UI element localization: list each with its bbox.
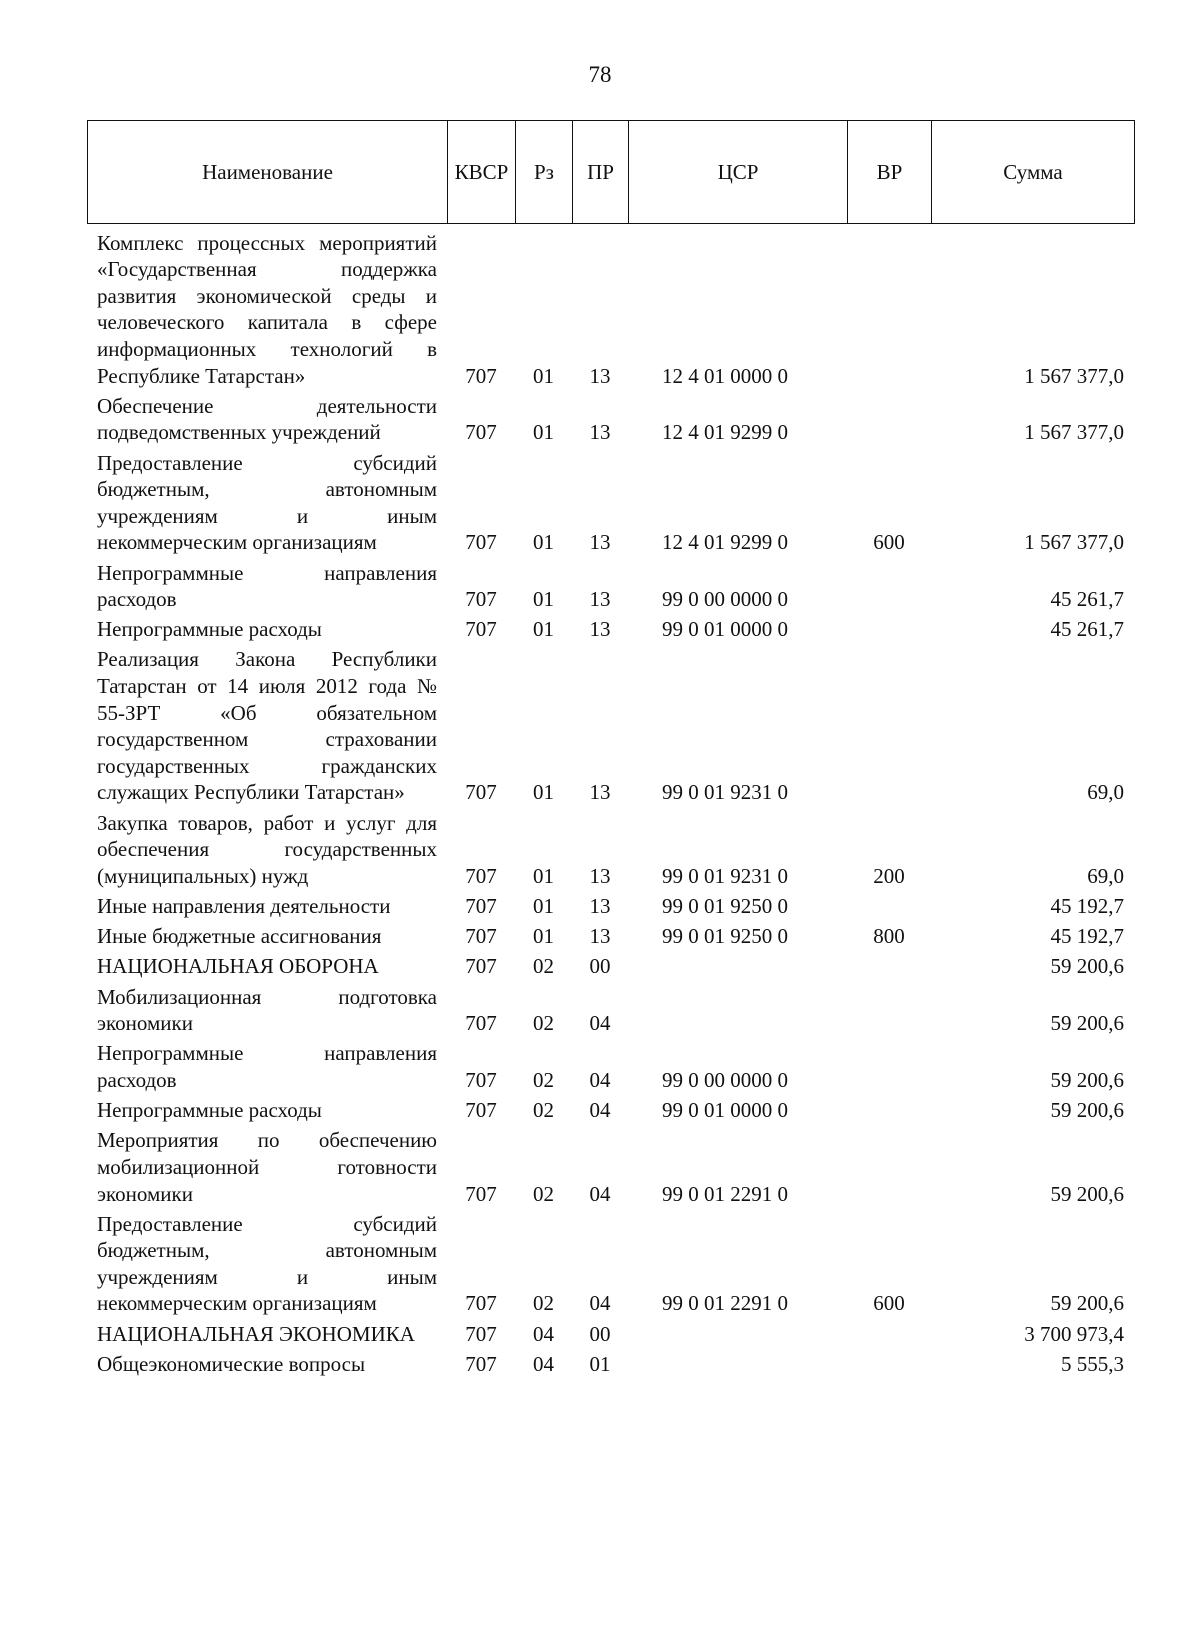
row-rz: 02 xyxy=(533,1181,554,1206)
header-vr: ВР xyxy=(848,121,932,224)
row-rz: 01 xyxy=(533,894,554,918)
table-row xyxy=(87,806,1134,889)
row-vr xyxy=(847,643,931,806)
row-csr: 12 4 01 0000 0 xyxy=(662,363,788,388)
row-sum: 45 192,7 xyxy=(1050,894,1124,918)
row-sum: 3 700 973,4 xyxy=(1024,1321,1124,1346)
header-sum: Сумма xyxy=(932,121,1135,224)
row-vr xyxy=(847,889,931,919)
table-row xyxy=(87,1037,1134,1094)
row-csr: 99 0 01 9231 0 xyxy=(662,863,788,888)
row-sum: 69,0 xyxy=(1087,780,1124,805)
row-name: Комплекс процессных мероприятий «Государственная поддержка развития экономической среды и человеческого капитала в сфере информационных технологий в Республике Татарстан» xyxy=(97,230,437,388)
row-name: Иные направления деятельности xyxy=(97,894,391,918)
row-vr: 600 xyxy=(873,1291,905,1316)
table-header xyxy=(87,120,1135,224)
row-kvsr: 707 xyxy=(465,530,497,555)
row-pr: 04 xyxy=(589,1067,611,1092)
row-kvsr: 707 xyxy=(465,894,497,918)
row-sum: 59 200,6 xyxy=(1050,1291,1124,1316)
row-vr xyxy=(847,389,931,446)
table-row xyxy=(87,643,1134,806)
row-pr: 01 xyxy=(589,1351,611,1376)
row-kvsr: 707 xyxy=(465,1067,497,1092)
row-rz: 04 xyxy=(533,1321,554,1346)
row-sum: 45 192,7 xyxy=(1050,924,1124,949)
row-rz: 01 xyxy=(533,924,554,949)
table-row xyxy=(87,556,1134,613)
row-csr: 99 0 01 2291 0 xyxy=(662,1291,788,1316)
row-rz: 02 xyxy=(533,954,554,979)
table-row xyxy=(87,1347,1134,1377)
row-rz: 02 xyxy=(533,1011,554,1036)
row-rz: 04 xyxy=(533,1351,554,1376)
row-rz: 01 xyxy=(533,530,554,555)
row-name: Непрограммные расходы xyxy=(97,617,322,642)
row-vr: 800 xyxy=(873,924,905,949)
row-sum: 1 567 377,0 xyxy=(1024,420,1124,445)
header-name: Наименование xyxy=(88,121,448,224)
budget-table xyxy=(87,226,1134,1377)
header-kvsr: КВСР xyxy=(448,121,516,224)
row-kvsr: 707 xyxy=(465,1291,497,1316)
row-rz: 01 xyxy=(533,420,554,445)
header-rz: Рз xyxy=(516,121,573,224)
row-pr: 13 xyxy=(589,530,611,555)
table-row xyxy=(87,920,1134,950)
row-pr: 13 xyxy=(589,863,611,888)
table-row xyxy=(87,389,1134,446)
row-sum: 45 261,7 xyxy=(1050,587,1124,612)
row-kvsr: 707 xyxy=(465,420,497,445)
row-pr: 13 xyxy=(589,617,611,642)
table-row xyxy=(87,1094,1134,1124)
header-pr: ПР xyxy=(573,121,629,224)
row-rz: 01 xyxy=(533,363,554,388)
row-csr: 99 0 00 0000 0 xyxy=(662,587,788,612)
table-row xyxy=(87,613,1134,643)
row-vr xyxy=(847,1124,931,1207)
row-kvsr: 707 xyxy=(465,587,497,612)
row-pr: 13 xyxy=(589,780,611,805)
row-csr xyxy=(628,1317,847,1347)
row-pr: 00 xyxy=(589,954,611,979)
row-kvsr: 707 xyxy=(465,924,497,949)
row-vr xyxy=(847,226,931,389)
row-pr: 04 xyxy=(589,1011,611,1036)
row-name: Иные бюджетные ассигнования xyxy=(97,924,382,949)
page-number: 78 xyxy=(588,62,612,87)
row-vr xyxy=(847,1094,931,1124)
row-pr: 13 xyxy=(589,363,611,388)
row-csr: 99 0 01 0000 0 xyxy=(662,617,788,642)
row-sum: 1 567 377,0 xyxy=(1024,530,1124,555)
row-rz: 01 xyxy=(533,863,554,888)
row-sum: 59 200,6 xyxy=(1050,1098,1124,1123)
row-csr xyxy=(628,950,847,980)
row-rz: 02 xyxy=(533,1098,554,1123)
row-pr: 13 xyxy=(589,894,611,918)
table-row xyxy=(87,446,1134,556)
row-pr: 13 xyxy=(589,924,611,949)
row-name: НАЦИОНАЛЬНАЯ ОБОРОНА xyxy=(97,954,379,979)
row-vr xyxy=(847,1317,931,1347)
row-csr: 99 0 00 0000 0 xyxy=(662,1067,788,1092)
table-body-wrapper xyxy=(87,226,1134,1377)
row-vr xyxy=(847,1347,931,1377)
row-name: Мобилизационная подготовка экономики xyxy=(97,984,437,1036)
row-name: Реализация Закона Республики Татарстан от 14 июля 2012 года № 55-ЗРТ «Об обязательном государственном страховании государственных гражданских служащих Республики Татарстан» xyxy=(97,647,437,805)
row-csr: 99 0 01 9250 0 xyxy=(662,924,788,949)
row-vr: 200 xyxy=(873,863,905,888)
row-name: Предоставление субсидий бюджетным, автономным учреждениям и иным некоммерческим организациям xyxy=(97,1211,437,1316)
row-pr: 04 xyxy=(589,1098,611,1123)
row-rz: 01 xyxy=(533,780,554,805)
table-row xyxy=(87,226,1134,389)
row-kvsr: 707 xyxy=(465,780,497,805)
row-vr xyxy=(847,1037,931,1094)
header-csr: ЦСР xyxy=(629,121,848,224)
row-csr xyxy=(628,980,847,1037)
row-vr: 600 xyxy=(873,530,905,555)
row-rz: 01 xyxy=(533,587,554,612)
row-name: Предоставление субсидий бюджетным, автономным учреждениям и иным некоммерческим организациям xyxy=(97,450,437,555)
row-sum: 5 555,3 xyxy=(1061,1351,1124,1376)
row-csr: 99 0 01 2291 0 xyxy=(662,1181,788,1206)
row-name: НАЦИОНАЛЬНАЯ ЭКОНОМИКА xyxy=(97,1321,415,1346)
table-row xyxy=(87,1124,1134,1207)
row-kvsr: 707 xyxy=(465,1098,497,1123)
row-vr xyxy=(847,556,931,613)
row-sum: 59 200,6 xyxy=(1050,1067,1124,1092)
row-name: Непрограммные направления расходов xyxy=(97,1041,437,1092)
row-vr xyxy=(847,980,931,1037)
row-name: Общеэкономические вопросы xyxy=(97,1351,366,1376)
row-name: Непрограммные расходы xyxy=(97,1098,322,1123)
row-name: Закупка товаров, работ и услуг для обеспечения государственных (муниципальных) нужд xyxy=(97,810,437,888)
row-name: Мероприятия по обеспечению мобилизационной готовности экономики xyxy=(97,1128,437,1206)
row-sum: 45 261,7 xyxy=(1050,617,1124,642)
row-csr: 99 0 01 0000 0 xyxy=(662,1098,788,1123)
row-sum: 59 200,6 xyxy=(1050,1011,1124,1036)
row-pr: 04 xyxy=(589,1181,611,1206)
row-csr: 99 0 01 9231 0 xyxy=(662,780,788,805)
row-vr xyxy=(847,950,931,980)
row-sum: 59 200,6 xyxy=(1050,954,1124,979)
row-name: Обеспечение деятельности подведомственных учреждений xyxy=(97,393,437,445)
table-row xyxy=(87,1317,1134,1347)
row-kvsr: 707 xyxy=(465,617,497,642)
table-row xyxy=(87,950,1134,980)
row-kvsr: 707 xyxy=(465,863,497,888)
row-pr: 00 xyxy=(589,1321,611,1346)
table-row xyxy=(87,980,1134,1037)
row-csr xyxy=(628,1347,847,1377)
row-rz: 01 xyxy=(533,617,554,642)
row-sum: 59 200,6 xyxy=(1050,1181,1124,1206)
row-kvsr: 707 xyxy=(465,1321,497,1346)
row-csr: 12 4 01 9299 0 xyxy=(662,420,788,445)
row-kvsr: 707 xyxy=(465,1181,497,1206)
row-csr: 99 0 01 9250 0 xyxy=(662,894,788,918)
row-kvsr: 707 xyxy=(465,363,497,388)
row-kvsr: 707 xyxy=(465,1351,497,1376)
row-pr: 04 xyxy=(589,1291,611,1316)
row-pr: 13 xyxy=(589,420,611,445)
table-row xyxy=(87,1207,1134,1317)
row-pr: 13 xyxy=(589,587,611,612)
row-kvsr: 707 xyxy=(465,954,497,979)
table-row xyxy=(87,889,1134,919)
table-body xyxy=(87,226,1134,1377)
row-vr xyxy=(847,613,931,643)
row-sum: 1 567 377,0 xyxy=(1024,363,1124,388)
row-sum: 69,0 xyxy=(1087,863,1124,888)
row-rz: 02 xyxy=(533,1291,554,1316)
row-rz: 02 xyxy=(533,1067,554,1092)
row-name: Непрограммные направления расходов xyxy=(97,560,437,612)
row-csr: 12 4 01 9299 0 xyxy=(662,530,788,555)
row-kvsr: 707 xyxy=(465,1011,497,1036)
